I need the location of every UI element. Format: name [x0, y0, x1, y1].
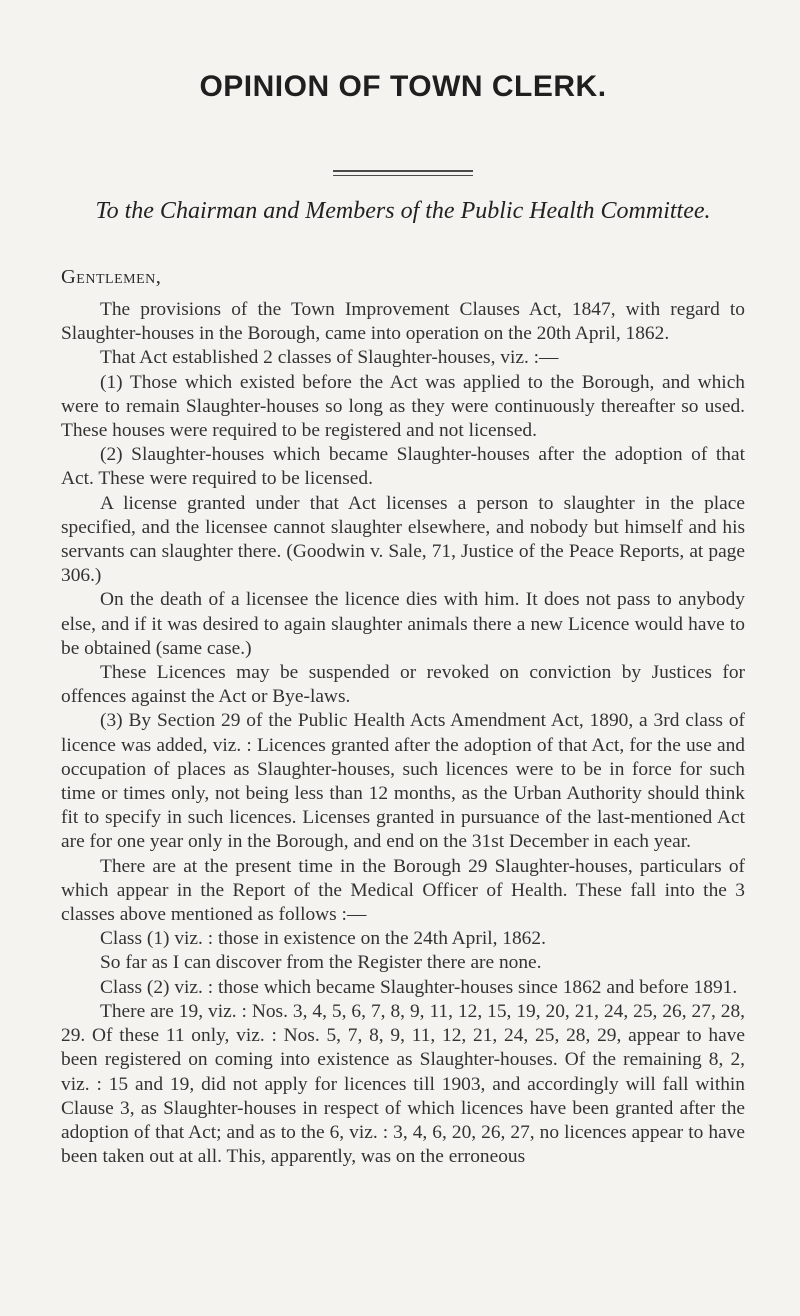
paragraph: Class (2) viz. : those which became Slaughter-houses since 1862 and before 1891. [100, 976, 738, 998]
paragraph: These Licences may be suspended or revoked on conviction by Justices for offences against the Act or Bye-laws. [61, 662, 745, 708]
paragraph: So far as I can discover from the Register there are none. [100, 952, 542, 974]
paragraph: (1) Those which existed before the Act was applied to the Borough, and which were to remain Slaughter-houses so long as they were continuously thereafter so used. These houses were required to be registered and not licensed. [61, 371, 745, 442]
letter-body [61, 298, 745, 1169]
addressee-line: To the Chairman and Members of the Public Health Committee. [95, 198, 711, 224]
paragraph: (3) By Section 29 of the Public Health Acts Amendment Act, 1890, a 3rd class of licence was added, viz. : Licences granted after the adoption of that Act, for the use and occupation of places as Slaughter-houses, such licences were to be in force for such time or times only, not being less than 12 months, as the Urban Authority should think fit to specify in such licences. Licenses granted in pursuance of the last-mentioned Act are for one year only in the Borough, and end on the 31st December in each year. [61, 710, 745, 853]
paragraph: (2) Slaughter-houses which became Slaughter-houses after the adoption of that Act. These were required to be licensed. [61, 444, 745, 490]
paragraph: Class (1) viz. : those in existence on the 24th April, 1862. [100, 928, 546, 950]
title-divider [333, 170, 473, 176]
paragraph: That Act established 2 classes of Slaughter-houses, viz. :— [100, 347, 559, 369]
paragraph: On the death of a licensee the licence dies with him. It does not pass to anybody else, and if it was desired to again slaughter animals there a new Licence would have to be obtained (same case.) [61, 589, 745, 659]
paragraph: There are at the present time in the Borough 29 Slaughter-houses, particulars of which appear in the Report of the Medical Officer of Health. These fall into the 3 classes above mentioned as follows :— [61, 855, 745, 926]
paragraph: A license granted under that Act licenses a person to slaughter in the place specified, and the licensee cannot slaughter elsewhere, and nobody but himself and his servants can slaughter there. (Goodwin v. Sale, 71, Justice of the Peace Reports, at page 306.) [61, 492, 745, 587]
paragraph: The provisions of the Town Improvement Clauses Act, 1847, with regard to Slaughter-houses in the Borough, came into operation on the 20th April, 1862. [61, 299, 745, 345]
paragraph: There are 19, viz. : Nos. 3, 4, 5, 6, 7, 8, 9, 11, 12, 15, 19, 20, 21, 24, 25, 26, 27, 28, 29. Of these 11 only, viz. : Nos. 5, 7, 8, 9, 11, 12, 21, 24, 25, 28, 29, appear to have been registered on coming into existence as Slaughter-houses. Of the remaining 8, 2, viz. : 15 and 19, did not apply for licences till 1903, and accordingly will fall within Clause 3, as Slaughter-houses in respect of which licences have been granted after the adoption of that Act; and as to the 6, viz. : 3, 4, 6, 20, 26, 27, no licences appear to have been taken out at all. This, apparently, was on the erroneous [61, 1000, 745, 1168]
page-title: OPINION OF TOWN CLERK. [199, 70, 607, 103]
greeting: Gentlemen, [61, 266, 162, 288]
